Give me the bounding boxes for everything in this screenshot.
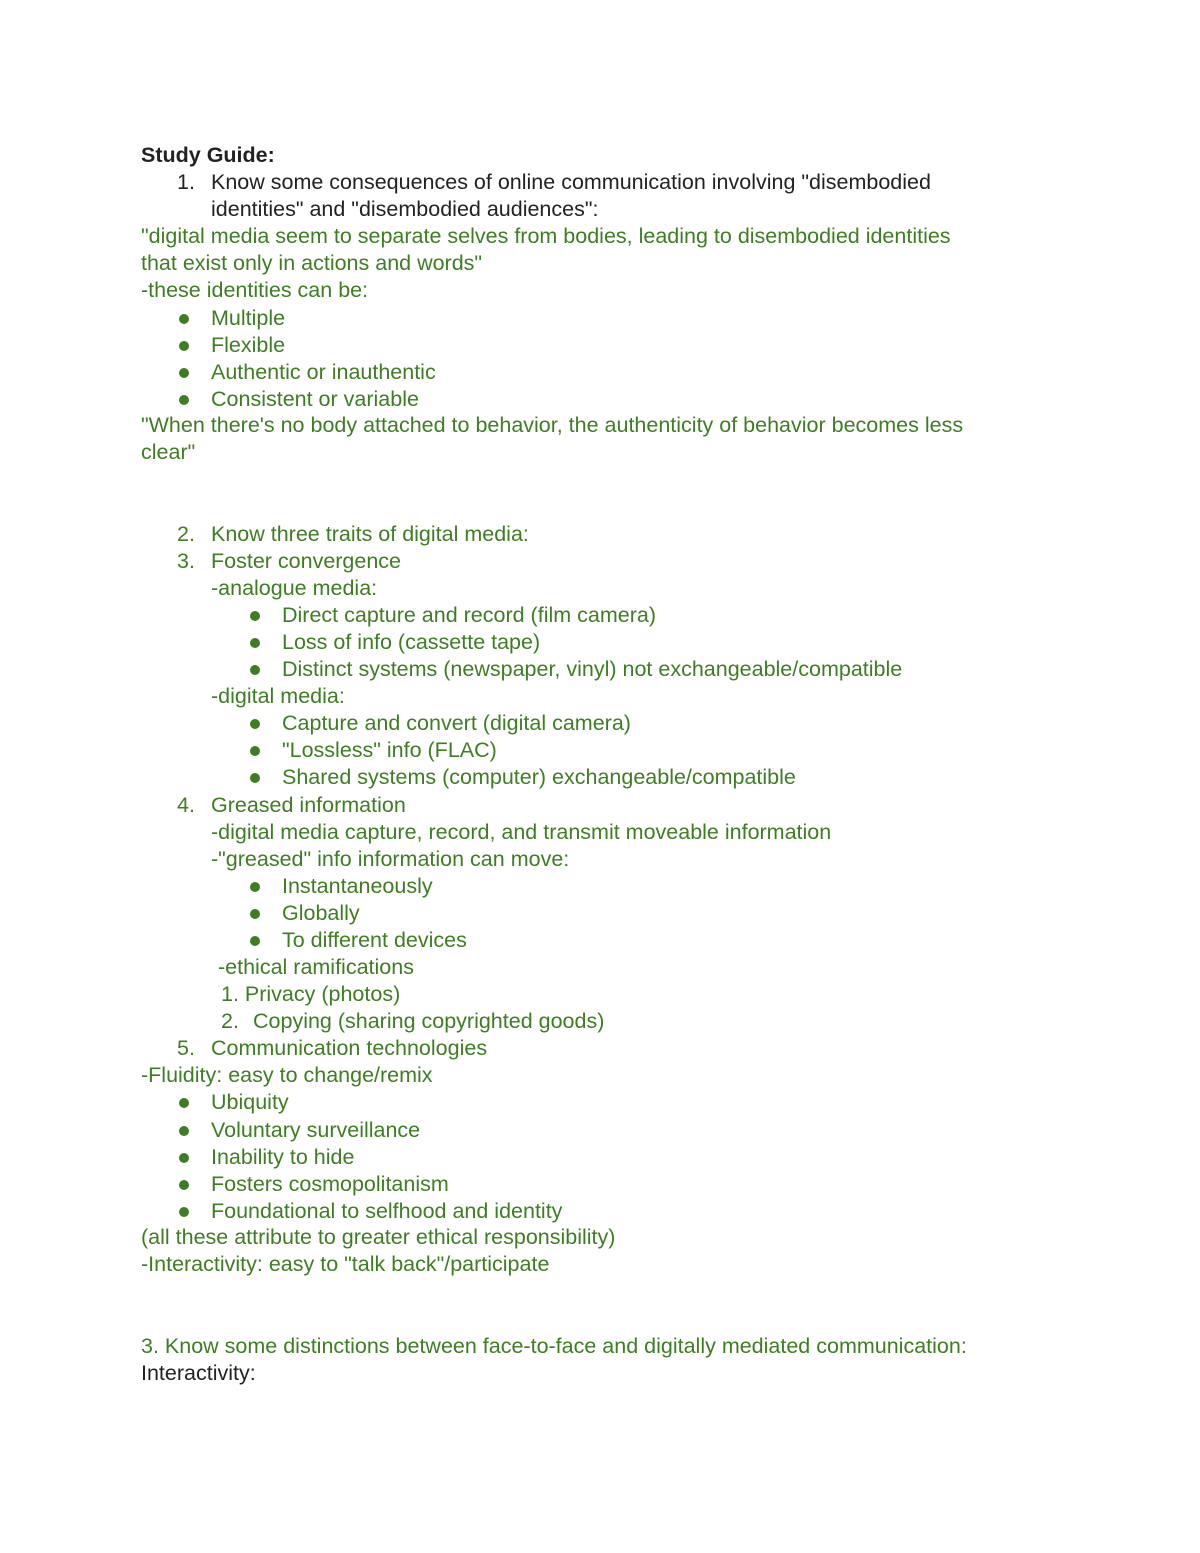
trait-5-number: 5. (177, 1036, 195, 1060)
list-item: Voluntary surveillance (211, 1118, 421, 1142)
list-item: Shared systems (computer) exchangeable/compatible (282, 765, 796, 789)
list-item: Loss of info (cassette tape) (282, 630, 541, 654)
list-item: Foundational to selfhood and identity (211, 1199, 563, 1223)
list-item: Instantaneously (282, 874, 433, 898)
question-1-text-line1: Know some consequences of online communication involving "disembodied (211, 170, 931, 194)
bullet-icon (250, 882, 260, 892)
question-1-quote-line1: "digital media seem to separate selves from bodies, leading to disembodied identities (141, 224, 951, 248)
bullet-icon (250, 746, 260, 756)
page-title: Study Guide: (141, 143, 275, 167)
question-1-text-line2: identities" and "disembodied audiences": (211, 197, 599, 221)
bullet-icon (250, 719, 260, 729)
list-item: Globally (282, 901, 360, 925)
list-item: Flexible (211, 333, 286, 357)
list-item: Fosters cosmopolitanism (211, 1172, 449, 1196)
trait-5-title: Communication technologies (211, 1036, 488, 1060)
bullet-icon (179, 1180, 189, 1190)
bullet-icon (250, 638, 260, 648)
bullet-icon (179, 1126, 189, 1136)
interactivity-line: -Interactivity: easy to "talk back"/participate (141, 1252, 550, 1276)
bullet-icon (179, 395, 189, 405)
list-item: "Lossless" info (FLAC) (282, 738, 497, 762)
list-item: Distinct systems (newspaper, vinyl) not exchangeable/compatible (282, 657, 903, 681)
list-item: Inability to hide (211, 1145, 355, 1169)
bullet-icon (250, 936, 260, 946)
trait-4-line1: -digital media capture, record, and transmit moveable information (211, 820, 832, 844)
trait-4-line2: -"greased" info information can move: (211, 847, 570, 871)
bullet-icon (250, 665, 260, 675)
bullet-icon (250, 909, 260, 919)
bullet-icon (250, 611, 260, 621)
ethics-item-2: Copying (sharing copyrighted goods) (253, 1009, 605, 1033)
trait-3-number: 3. (177, 549, 195, 573)
question-3-text: 3. Know some distinctions between face-to-face and digitally mediated communication: (141, 1334, 967, 1358)
ethics-label: -ethical ramifications (218, 955, 414, 979)
bullet-icon (179, 368, 189, 378)
list-item: Authentic or inauthentic (211, 360, 436, 384)
bullet-icon (179, 314, 189, 324)
bullet-icon (179, 341, 189, 351)
question-3-sub: Interactivity: (141, 1361, 256, 1385)
trait-4-number: 4. (177, 793, 195, 817)
analogue-label: -analogue media: (211, 576, 378, 600)
question-1-quote-line2: that exist only in actions and words" (141, 251, 483, 275)
bullet-icon (179, 1207, 189, 1217)
bullet-icon (250, 773, 260, 783)
trait-5-note: (all these attribute to greater ethical responsibility) (141, 1225, 616, 1249)
digital-label: -digital media: (211, 684, 345, 708)
fluidity-line: -Fluidity: easy to change/remix (141, 1063, 433, 1087)
list-item: To different devices (282, 928, 467, 952)
bullet-icon (179, 1153, 189, 1163)
list-item: Direct capture and record (film camera) (282, 603, 656, 627)
list-item: Multiple (211, 306, 286, 330)
list-item: Capture and convert (digital camera) (282, 711, 631, 735)
ethics-item-1: 1. Privacy (photos) (221, 982, 401, 1006)
question-2-text: Know three traits of digital media: (211, 522, 529, 546)
trait-3-title: Foster convergence (211, 549, 402, 573)
list-item: Consistent or variable (211, 387, 419, 411)
question-1-number: 1. (177, 170, 195, 194)
question-1-intro: -these identities can be: (141, 278, 369, 302)
question-1-closing-line2: clear" (141, 440, 196, 464)
ethics-item-2-number: 2. (221, 1009, 239, 1033)
list-item: Ubiquity (211, 1090, 289, 1114)
question-1-closing-line1: "When there's no body attached to behavior, the authenticity of behavior becomes less (141, 413, 964, 437)
bullet-icon (179, 1098, 189, 1108)
question-2-number: 2. (177, 522, 195, 546)
trait-4-title: Greased information (211, 793, 406, 817)
